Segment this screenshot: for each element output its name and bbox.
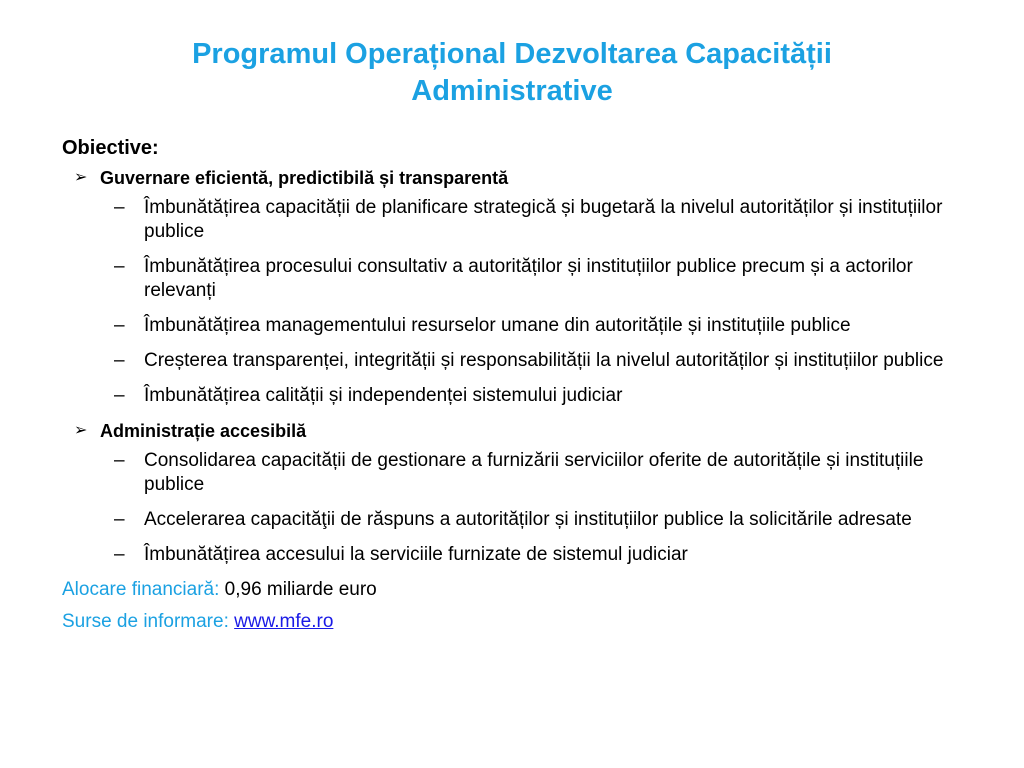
slide-content <box>62 136 982 642</box>
slide-title: Programul Operațional Dezvoltarea Capacității Administrative <box>192 38 832 107</box>
sources-link[interactable]: www.mfe.ro <box>234 611 334 632</box>
funding-line <box>62 578 982 602</box>
list-item-text: Creșterea transparenței, integrității și responsabilității la nivelul autorităților și instituțiilor publice <box>144 350 944 371</box>
section-label: Administrație accesibilă <box>100 421 307 441</box>
funding-label: Alocare financiară: <box>62 579 220 600</box>
dash-bullet-icon: – <box>114 350 125 371</box>
list-item <box>62 314 982 338</box>
list-item <box>62 508 982 532</box>
dash-bullet-icon: – <box>114 315 125 336</box>
dash-bullet-icon: – <box>114 450 125 471</box>
list-item <box>62 449 982 497</box>
funding-value: 0,96 miliarde euro <box>224 579 377 600</box>
list-item-text: Îmbunătățirea calității și independenței sistemului judiciar <box>144 385 623 406</box>
dash-bullet-icon: – <box>114 385 125 406</box>
list-item-text: Îmbunătățirea capacității de planificare strategică și bugetară la nivelul autorităților și instituțiilor publice <box>144 197 943 242</box>
section-label: Guvernare eficientă, predictibilă și transparentă <box>100 168 509 188</box>
sources-line <box>62 610 982 634</box>
objectives-heading: Obiective: <box>62 137 159 159</box>
list-item-text: Consolidarea capacității de gestionare a furnizării serviciilor oferite de autoritățile și instituțiile publice <box>144 450 924 495</box>
section-title-governance <box>62 166 982 190</box>
list-item-text: Îmbunătățirea accesului la serviciile furnizate de sistemul judiciar <box>144 544 688 565</box>
arrow-bullet-icon: ➢ <box>74 169 88 186</box>
list-item <box>62 543 982 567</box>
dash-bullet-icon: – <box>114 509 125 530</box>
list-item-text: Accelerarea capacităţii de răspuns a autorităților și instituțiilor publice la solicitările adresate <box>144 509 912 530</box>
sources-label: Surse de informare: <box>62 611 229 632</box>
dash-bullet-icon: – <box>114 256 125 277</box>
arrow-bullet-icon: ➢ <box>74 422 88 439</box>
list-item-text: Îmbunătățirea managementului resurselor umane din autoritățile și instituțiile publice <box>144 315 851 336</box>
section-title-accessible-administration <box>62 419 982 443</box>
list-item <box>62 384 982 408</box>
list-item <box>62 349 982 373</box>
list-item <box>62 255 982 303</box>
dash-bullet-icon: – <box>114 197 125 218</box>
list-item-text: Îmbunătățirea procesului consultativ a autorităților și instituțiilor publice precum și a actorilor relevanți <box>144 256 913 301</box>
list-item <box>62 196 982 244</box>
dash-bullet-icon: – <box>114 544 125 565</box>
